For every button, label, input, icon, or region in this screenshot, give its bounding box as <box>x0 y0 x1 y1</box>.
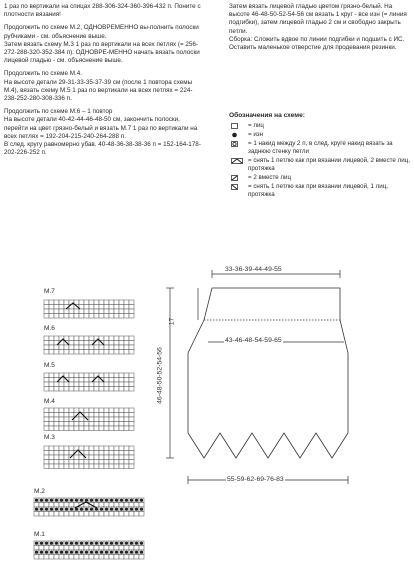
height-label: 46-48-50-52-54-56 <box>156 347 164 404</box>
chart-m6 <box>44 336 134 354</box>
bottom-width-label: 55-59-62-69-76-83 <box>227 476 284 483</box>
assembly-paragraph: Сборка: Сложить вдвое по линии подгибки и подшить с ИС. Оставить маленькое отверстие для продевания резинки. <box>229 35 405 52</box>
chart-m4 <box>44 408 134 431</box>
chart-m1 <box>34 541 144 559</box>
hem-height-label: 17 <box>168 317 176 326</box>
paragraph: Затем вязать лицевой гладью цветом грязно-белый. На высоте 46-48-50-52-54-56 см вязать 1 круг - все изн (= линия подгибки), затем лицевой гладью 2 см и свободно закрыть петли. <box>229 3 407 35</box>
chart-label-m5: M.5 <box>44 362 55 369</box>
chart-m2 <box>34 498 144 516</box>
paragraph: Продолжить по схеме М.4. <box>4 70 82 78</box>
paragraph: Продолжить по схеме М.2, ОДНОВРЕМЕННО вы-полнить полоски рубчиками - см. объяснение выше. <box>4 24 199 40</box>
paragraph: На высоте детали 40-42-44-46-48-50 см, закончить полоски, перейти на цвет грязно-белый и вязать М.7 1 раз по вертикали на всех петлях = 192-204-215-240-264-288 п. <box>4 116 198 140</box>
mid-width-label: 43-46-48-54-59-65 <box>225 337 282 344</box>
chart-m5 <box>44 373 134 391</box>
skirt-schematic <box>160 258 410 498</box>
chart-m7 <box>44 300 134 318</box>
paragraph: На высоте детали 29-31-33-35-37-39 см (после 1 повтора схемы М.4), вязать схему М.5 1 раз по вертикали на всех петлях = 224-238-252-280-308-336 п. <box>4 78 193 103</box>
paragraph: Затем вязать схему М.3 1 раз по вертикали на всех петлях (= 256-272-288-320-352-384 п). ОДНОВРЕ-МЕННО начать вязать полоски лицевой гладью - см. объяснение выше. <box>4 40 200 65</box>
paragraph: 1 раз по вертикали на спицах 288-306-324-360-396-432 п. Поните с плотности вязания! <box>4 3 201 19</box>
legend-title: Обозначения на схеме: <box>229 112 306 119</box>
paragraph: Продолжить по схеме М.6 – 1 повтор <box>4 108 113 116</box>
legend-item: = 1 накид между 2 п, в след. круге накид вязать за заднюю стенку петли <box>229 140 411 156</box>
chart-label-m2: M.2 <box>34 488 45 495</box>
chart-label-m1: M.1 <box>34 531 45 538</box>
skirt-outline <box>188 288 348 458</box>
chart-m3 <box>44 446 134 469</box>
chart-label-m3: M.3 <box>44 434 55 441</box>
legend-item: = изн <box>229 131 411 139</box>
legend-item: = лиц <box>229 122 411 130</box>
paragraph: В след. кругу равномерно убав. 40-48-36-38-38-36 п = 152-164-178-202-226-252 п. <box>4 141 201 157</box>
top-width-label: 33-36-39-44-49-55 <box>225 266 282 273</box>
legend-item: = 2 вместе лиц <box>229 174 411 182</box>
legend-item: = снять 1 петлю как при вязании лицевой, 2 вместе лиц, протяжка <box>229 157 411 173</box>
legend-item: = снять 1 петлю как при вязании лицевой, 1 лиц, протяжка <box>229 183 411 199</box>
chart-label-m6: M.6 <box>44 325 55 332</box>
chart-label-m7: M.7 <box>44 288 55 295</box>
chart-label-m4: M.4 <box>44 398 55 405</box>
